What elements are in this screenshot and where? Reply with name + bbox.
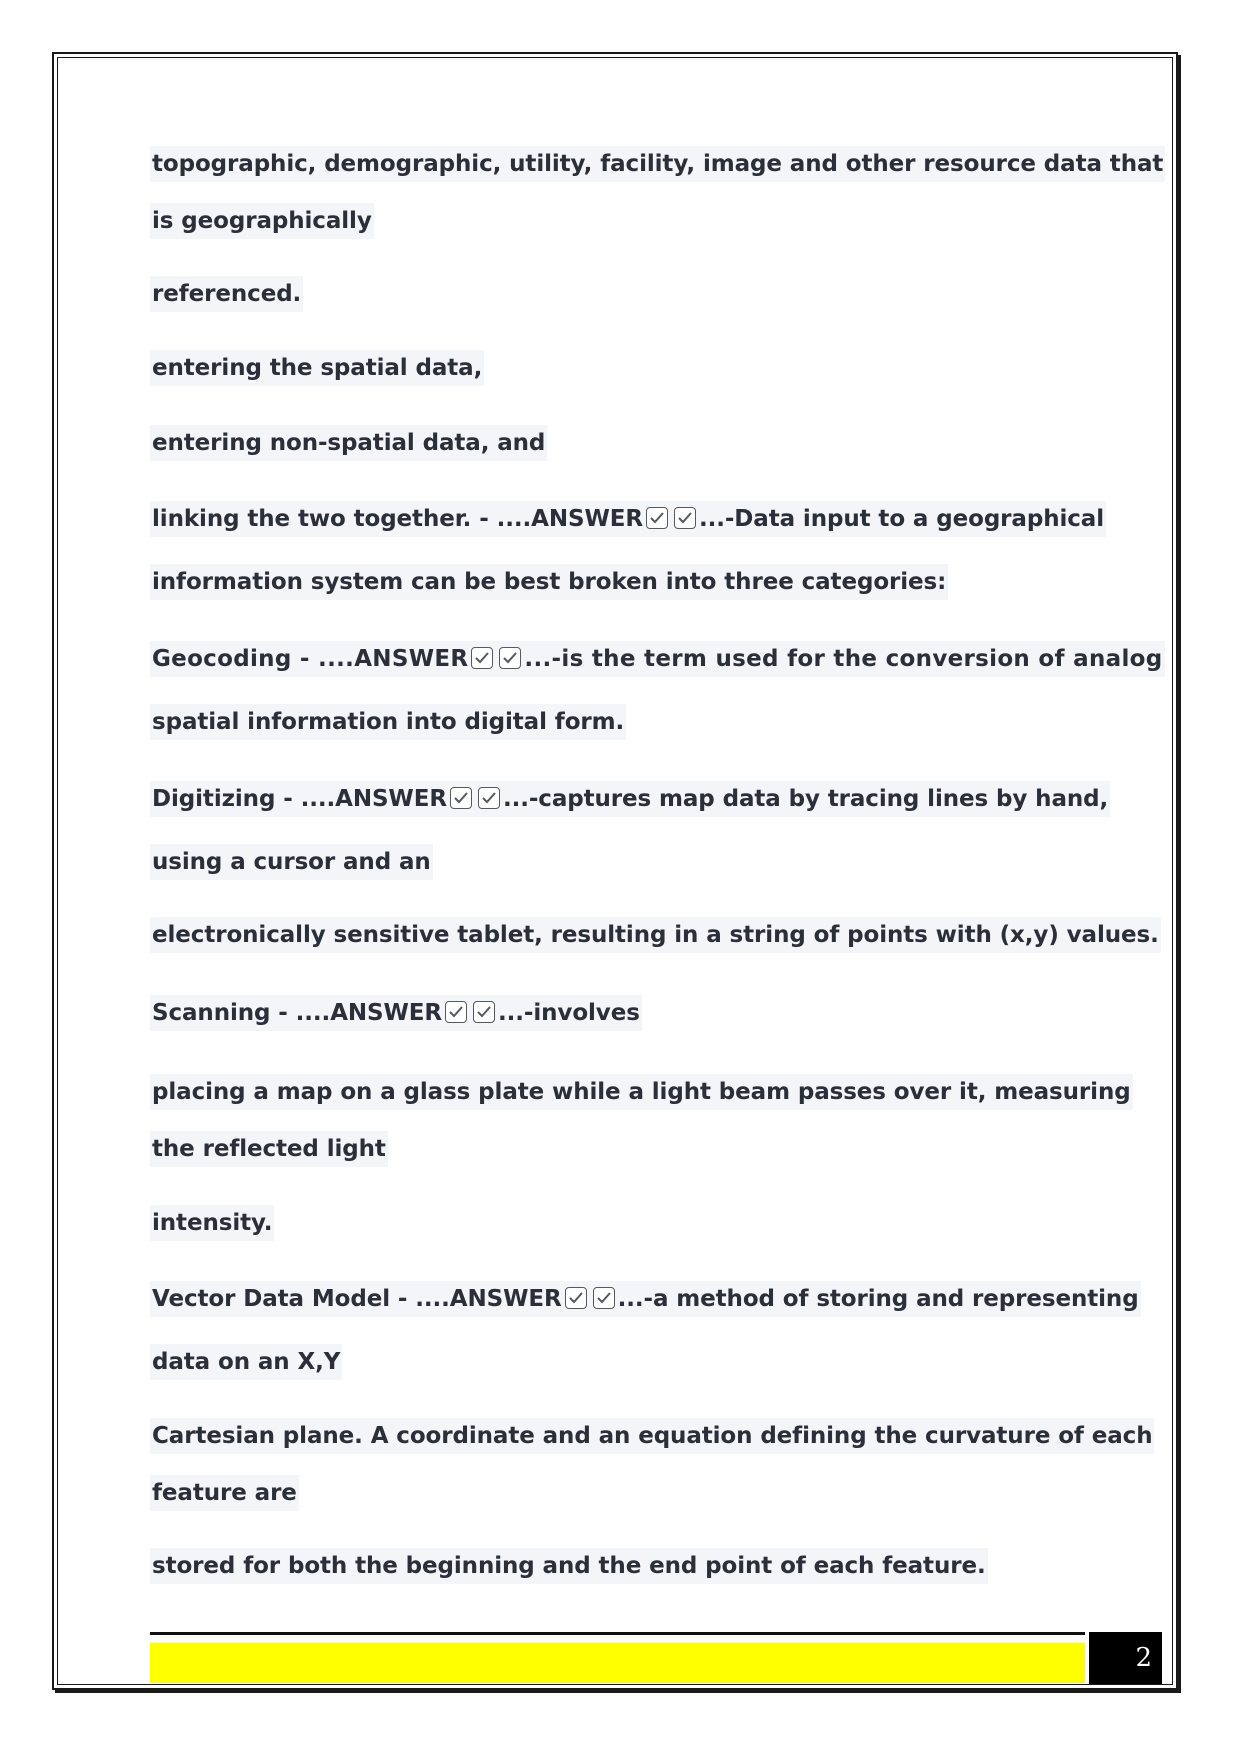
- checkbox-icon: [471, 647, 493, 669]
- qa-line: [150, 995, 642, 1031]
- qa-question: Digitizing - ....ANSWER: [152, 786, 447, 812]
- qa-line: [150, 501, 1106, 537]
- qa-question: Scanning - ....ANSWER: [152, 1000, 443, 1026]
- qa-answer: ...-involves: [498, 1000, 640, 1026]
- text-line: data on an X,Y: [150, 1344, 342, 1380]
- text-line: placing a map on a glass plate while a light beam passes over it, measuring: [150, 1074, 1133, 1110]
- checkbox-icon: [593, 1287, 615, 1309]
- qa-question: Vector Data Model - ....ANSWER: [152, 1286, 562, 1312]
- checkbox-icon: [445, 1001, 467, 1023]
- qa-question: linking the two together. - ....ANSWER: [152, 506, 643, 532]
- checkbox-icon: [473, 1001, 495, 1023]
- text-line: using a cursor and an: [150, 844, 433, 880]
- qa-line: [150, 641, 1165, 677]
- checkbox-icon: [646, 507, 668, 529]
- text-line: the reflected light: [150, 1131, 388, 1167]
- qa-answer: ...-a method of storing and representing: [617, 1286, 1139, 1312]
- checkbox-icon: [565, 1287, 587, 1309]
- checkbox-icon: [478, 787, 500, 809]
- footer-highlight-bar: [150, 1643, 1085, 1683]
- checkbox-icon: [499, 647, 521, 669]
- text-line: Cartesian plane. A coordinate and an equation defining the curvature of each: [150, 1418, 1154, 1454]
- text-line: electronically sensitive tablet, resulting in a string of points with (x,y) values.: [150, 917, 1161, 953]
- text-line: referenced.: [150, 276, 303, 312]
- text-line: is geographically: [150, 203, 374, 239]
- footer-divider: [150, 1632, 1085, 1635]
- text-line: stored for both the beginning and the end point of each feature.: [150, 1548, 988, 1584]
- text-line: spatial information into digital form.: [150, 704, 626, 740]
- checkbox-icon: [674, 507, 696, 529]
- qa-answer: ...-captures map data by tracing lines by hand,: [502, 786, 1109, 812]
- qa-line: [150, 781, 1110, 817]
- qa-answer: ...-is the term used for the conversion of analog: [524, 646, 1163, 672]
- text-line: feature are: [150, 1475, 299, 1511]
- text-line: entering the spatial data,: [150, 350, 484, 386]
- text-line: topographic, demographic, utility, facility, image and other resource data that: [150, 146, 1165, 182]
- text-line: intensity.: [150, 1205, 274, 1241]
- qa-line: [150, 1281, 1141, 1317]
- text-line: information system can be best broken into three categories:: [150, 564, 948, 600]
- qa-question: Geocoding - ....ANSWER: [152, 646, 469, 672]
- checkbox-icon: [450, 787, 472, 809]
- text-line: entering non-spatial data, and: [150, 425, 547, 461]
- qa-answer: ...-Data input to a geographical: [698, 506, 1105, 532]
- page-number: 2: [1089, 1632, 1162, 1684]
